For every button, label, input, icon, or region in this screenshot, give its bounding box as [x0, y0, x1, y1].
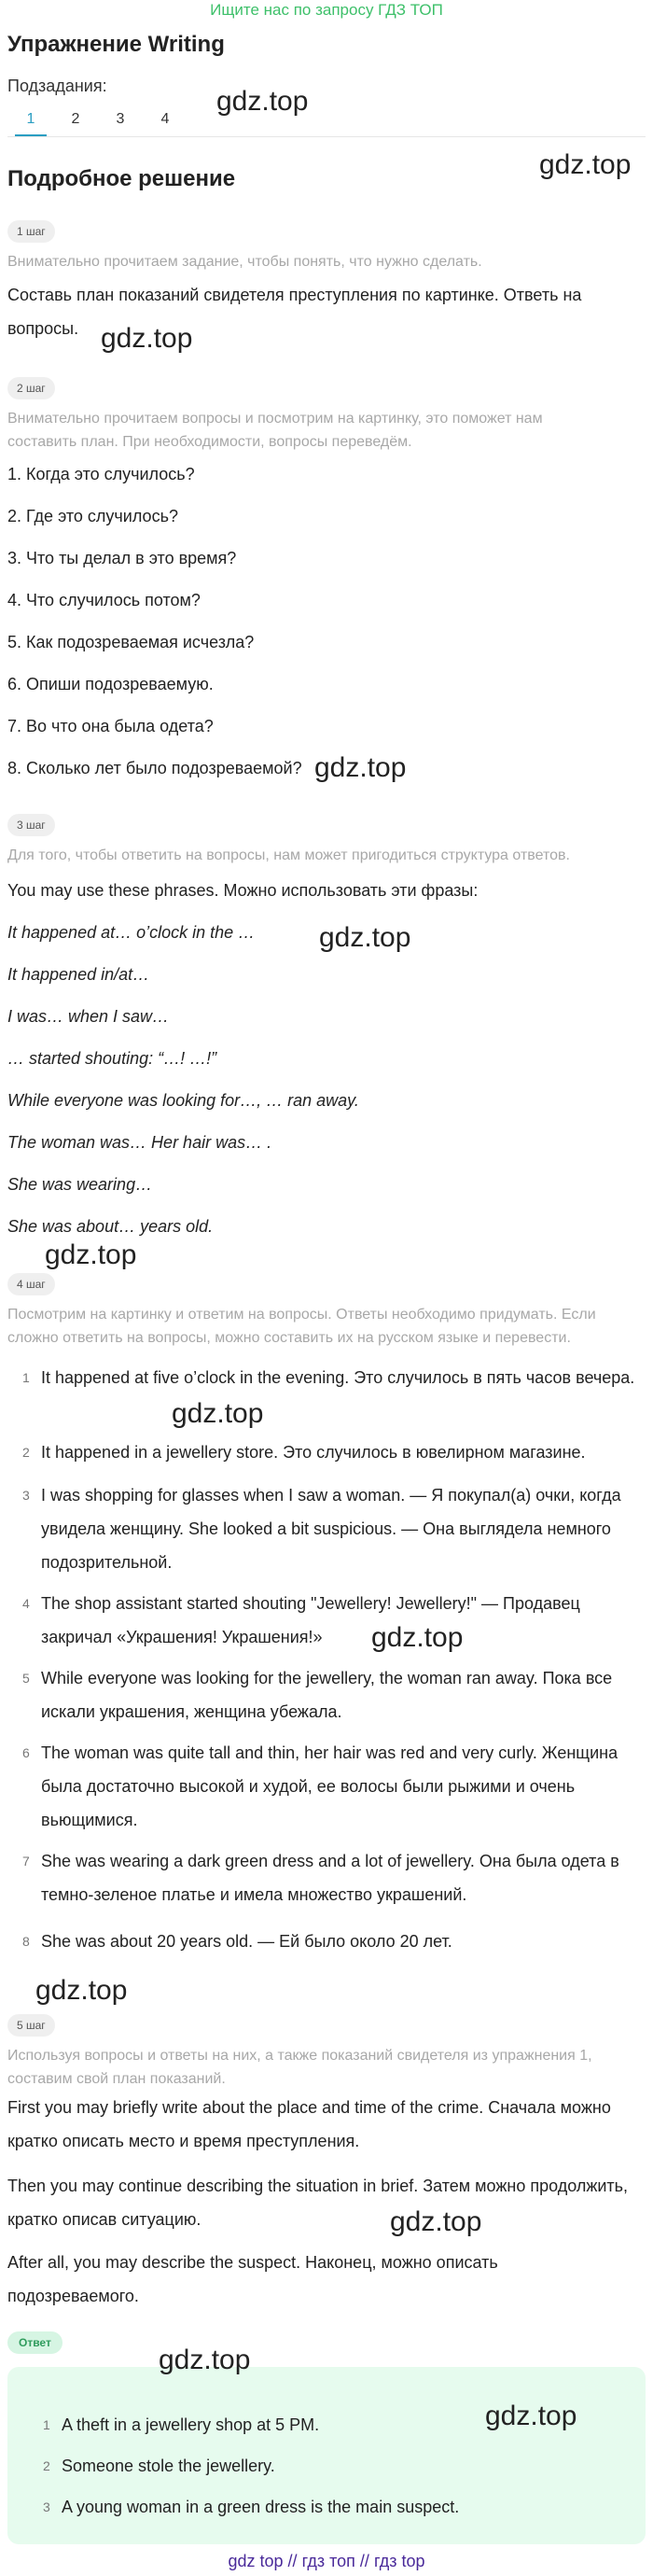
step-hint: Для того, чтобы ответить на вопросы, нам может пригодиться структура ответов. — [7, 847, 570, 863]
step-badge: 1 шаг — [7, 220, 55, 243]
exercise-title: Упражнение Writing — [7, 32, 225, 57]
subtask-tabs — [7, 105, 646, 137]
solution-title: Подробное решение — [7, 166, 236, 191]
phrase-item: She was wearing… — [7, 1175, 153, 1194]
answer-number: 2 — [22, 1445, 30, 1460]
answer-item: It happened at five o’clock in the evening. Это случилось в пять часов вечера. — [41, 1368, 635, 1387]
watermark: gdz.top — [35, 1975, 128, 2006]
watermark: gdz.top — [101, 323, 193, 354]
answer-item: The shop assistant started shouting "Jewellery! Jewellery!" — Продавец закричал «Украшения! Украшения!» — [41, 1594, 580, 1646]
tab-2[interactable]: 2 — [71, 111, 80, 127]
phrase-item: It happened at… o’clock in the … — [7, 923, 256, 942]
answer-item: She was wearing a dark green dress and a lot of jewellery. Она была одета в темно-зеленое платье и имела множество украшений. — [41, 1852, 619, 1904]
final-answer-item: A theft in a jewellery shop at 5 PM. — [62, 2415, 320, 2434]
footer-link-gdz-top[interactable]: gdz top — [228, 2552, 284, 2570]
answer-item: The woman was quite tall and thin, her hair was red and very curly. Женщина была достаточно высокой и худой, ее волосы были рыжими и очень вьющимися. — [41, 1743, 618, 1829]
final-answer-item: Someone stole the jewellery. — [62, 2457, 275, 2475]
step-badge: 5 шаг — [7, 2014, 55, 2037]
phrase-item: It happened in/at… — [7, 965, 150, 984]
answer-number: 8 — [22, 1934, 30, 1949]
watermark: gdz.top — [485, 2401, 577, 2431]
watermark: gdz.top — [390, 2206, 482, 2237]
step-hint: Внимательно прочитаем задание, чтобы понять, что нужно сделать. — [7, 254, 482, 270]
watermark: gdz.top — [539, 149, 632, 180]
question-item: 5. Как подозреваемая исчезла? — [7, 633, 255, 651]
phrase-item: She was about… years old. — [7, 1217, 214, 1236]
watermark: gdz.top — [319, 922, 411, 953]
answer-number: 4 — [22, 1596, 30, 1611]
question-item: 8. Сколько лет было подозреваемой? — [7, 759, 302, 777]
watermark: gdz.top — [159, 2345, 251, 2375]
footer-separator: // — [359, 2552, 369, 2570]
footer-link-gdz-top-ru[interactable]: гдз топ — [301, 2552, 355, 2570]
footer-separator: // — [287, 2552, 298, 2570]
phrases-intro: You may use these phrases. Можно использовать эти фразы: — [7, 881, 479, 900]
answer-number: 6 — [22, 1745, 30, 1760]
question-item: 7. Во что она была одета? — [7, 717, 214, 735]
phrase-item: The woman was… Her hair was… . — [7, 1133, 272, 1152]
step-hint: Внимательно прочитаем вопросы и посмотрим на картинку, это поможет нам составить план. При необходимости, вопросы переведём. — [7, 411, 543, 450]
watermark: gdz.top — [45, 1239, 137, 1270]
answer-number: 5 — [22, 1671, 30, 1686]
answer-item: It happened in a jewellery store. Это случилось в ювелирном магазине. — [41, 1443, 586, 1462]
answer-number: 3 — [43, 2499, 50, 2514]
answer-number: 7 — [22, 1854, 30, 1869]
answer-number: 3 — [22, 1488, 30, 1503]
watermark: gdz.top — [314, 752, 407, 783]
watermark: gdz.top — [371, 1622, 464, 1653]
step-hint: Используя вопросы и ответы на них, а также показаний свидетеля из упражнения 1, составим свой план показаний. — [7, 2048, 592, 2087]
footer-links — [0, 2550, 653, 2572]
answer-number: 1 — [43, 2417, 50, 2432]
step-paragraph: Then you may continue describing the situation in brief. Затем можно продолжить, кратко описав ситуацию. — [7, 2177, 629, 2229]
watermark: gdz.top — [172, 1398, 264, 1429]
phrase-item: … started shouting: “…! …!” — [7, 1049, 217, 1068]
question-item: 3. Что ты делал в это время? — [7, 549, 237, 567]
answer-item: She was about 20 years old. — Ей было около 20 лет. — [41, 1932, 452, 1951]
watermark: gdz.top — [216, 86, 309, 117]
step-badge: 3 шаг — [7, 814, 55, 836]
answer-number: 2 — [43, 2458, 50, 2473]
subtasks-label: Подзадания: — [7, 77, 107, 95]
answer-item: I was shopping for glasses when I saw a woman. — Я покупал(а) очки, когда увидела женщину. She looked a bit suspicious. — Она выглядела немного подозрительной. — [41, 1486, 621, 1572]
answer-number: 1 — [22, 1370, 30, 1385]
step-hint: Посмотрим на картинку и ответим на вопросы. Ответы необходимо придумать. Если сложно ответить на вопросы, можно составить их на русском языке и перевести. — [7, 1307, 596, 1346]
tab-1[interactable]: 1 — [15, 108, 47, 136]
top-banner[interactable]: Ищите нас по запросу ГДЗ ТОП — [210, 1, 443, 19]
step-text: Составь план показаний свидетеля преступления по картинке. Ответь на вопросы. — [7, 286, 582, 338]
phrase-item: While everyone was looking for…, … ran away. — [7, 1091, 359, 1110]
step-badge: 4 шаг — [7, 1273, 55, 1295]
footer-link-gdz-top-mixed[interactable]: гдз top — [373, 2552, 425, 2570]
step-badge: 2 шаг — [7, 377, 55, 399]
question-item: 6. Опиши подозреваемую. — [7, 675, 214, 693]
question-item: 2. Где это случилось? — [7, 507, 178, 525]
step-paragraph: First you may briefly write about the place and time of the crime. Сначала можно кратко описать место и время преступления. — [7, 2098, 611, 2150]
answer-badge: Ответ — [7, 2331, 63, 2354]
tab-4[interactable]: 4 — [160, 111, 170, 127]
step-paragraph: After all, you may describe the suspect. Наконец, можно описать подозреваемого. — [7, 2253, 498, 2305]
phrase-item: I was… when I saw… — [7, 1007, 170, 1026]
question-item: 4. Что случилось потом? — [7, 591, 201, 609]
final-answer-item: A young woman in a green dress is the main suspect. — [62, 2498, 460, 2516]
tab-3[interactable]: 3 — [116, 111, 125, 127]
question-item: 1. Когда это случилось? — [7, 465, 195, 483]
answer-item: While everyone was looking for the jewellery, the woman ran away. Пока все искали украшения, женщина убежала. — [41, 1669, 613, 1721]
